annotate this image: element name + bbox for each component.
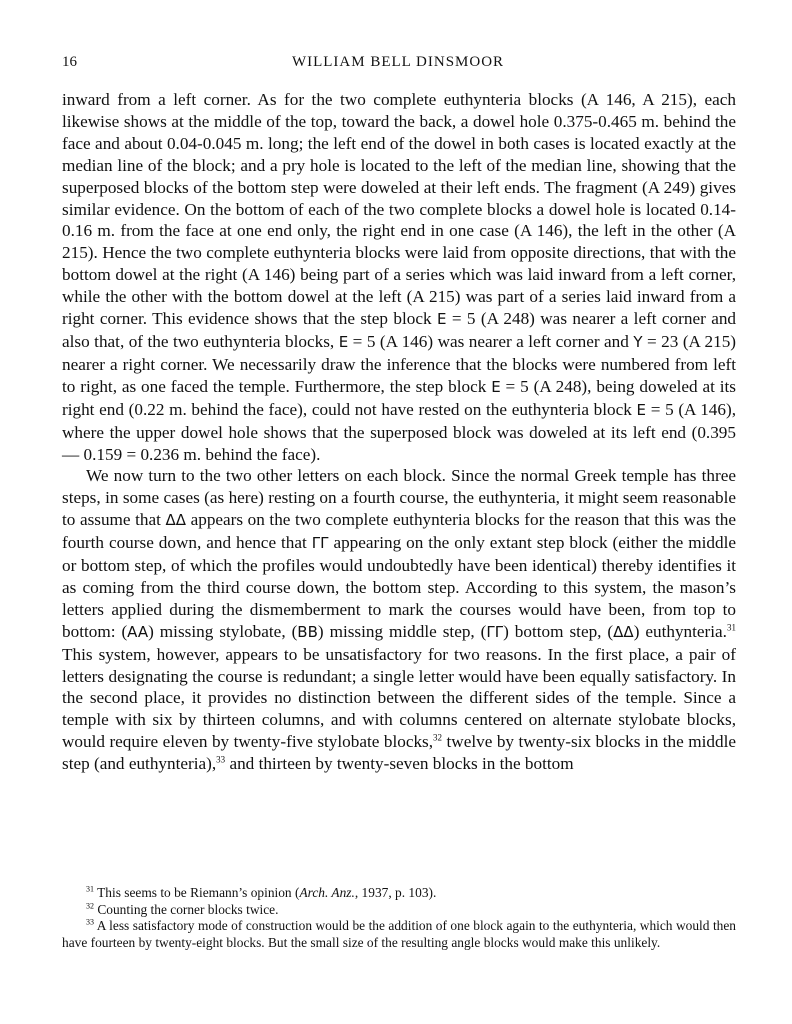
- mason-letter: E: [491, 377, 501, 396]
- mason-letter: E: [338, 332, 349, 351]
- mason-letter: E: [436, 310, 447, 329]
- footnote-number: 32: [86, 901, 94, 911]
- footnotes: [62, 885, 736, 951]
- mason-letter: ΓΓ: [311, 534, 329, 553]
- page-number: 16: [62, 54, 77, 70]
- text-run: inward from a left corner. As for the two complete euthynteria blocks (A 146, A 215), each likewise shows at the middle of the top, toward the back, a dowel hole 0.375-0.465 m. behind the face and about 0.04-0.045 m. long; the left end of the dowel in both cases is located exactly at the median line of the block; and a pry hole is located to the left of the median line, showing that the superposed blocks of the bottom step were doweled at their left ends. The fragment (A 249) gives similar evidence. On the bottom of each of the two complete blocks a dowel hole is located 0.14-0.16 m. from the face at one end only, the right end in one case (A 146), the left in the other (A 215). Hence the two complete euthynteria blocks were laid from opposite directions, that with the bottom dowel at the right (A 146) being part of a series which was laid inward from a left corner, while the other with the bottom dowel at the left (A 215) was part of a series laid inward from a right corner. This evidence shows that the step block: [62, 90, 736, 329]
- text-run: = 23 (A 215) nearer a right corner. We necessarily draw the inference that the blocks were numbered from left to right, as one faced the temple. Furthermore, the step block: [62, 331, 737, 396]
- mason-letter: ΔΔ: [613, 622, 634, 641]
- footnote-ref[interactable]: 33: [216, 754, 226, 765]
- mason-letter: E: [636, 400, 647, 419]
- footnote-ref[interactable]: 32: [433, 732, 443, 743]
- text-run: = 5 (A 248) was nearer a left corner and also that, of the two euthynteria blocks,: [62, 309, 737, 351]
- mason-letter: Y: [633, 332, 643, 351]
- text-run: appearing on the only extant step block (either the middle or bottom step, of which the profiles would undoubtedly have been identical) thereby identifies it as coming from the third course down, the bottom step. According to this system, the mason’s letters applied during the dismemberment to mark the courses would have been, from top to bottom: (: [62, 533, 737, 641]
- text-run: ) euthynteria.: [633, 621, 727, 641]
- text-run: = 5 (A 146) was nearer a left corner and: [348, 331, 634, 351]
- mason-letter: ΓΓ: [486, 622, 504, 641]
- running-head: WILLIAM BELL DINSMOOR: [291, 54, 505, 70]
- text-run: We now turn to the two other letters on each block. Since the normal Greek temple has three steps, in some cases (as here) resting on a fourth course, the euthynteria, it might seem reasonable to assume that: [62, 466, 736, 530]
- text-run: ) missing middle step, (: [317, 621, 487, 641]
- text-run: appears on the two complete euthynteria blocks for the reason that this was the fourth course down, and hence that: [62, 510, 736, 553]
- footnote-number: 31: [86, 884, 94, 894]
- page-header: [62, 54, 734, 74]
- footnote-33: $^{33}$ A less satisfactory mode of construction would be the addition of one block again to the euthynteria, which would then have fourteen by twenty-eight blocks. But the small size of the resulting angle blocks would make this unlikely.: [62, 917, 736, 950]
- footnote-number: 33: [86, 917, 94, 927]
- footnote-31: $^{31}$ This seems to be Riemann’s opinion (Arch. Anz., 1937, p. 103).: [86, 884, 437, 900]
- text-run: twelve by twenty-six blocks in the middle step (and euthynteria),: [62, 732, 736, 774]
- body-text: [62, 89, 736, 775]
- paragraph-1: [62, 89, 736, 465]
- footnote-32: $^{32}$ Counting the corner blocks twice.: [86, 901, 279, 917]
- text-run: = 5 (A 146), where the upper dowel hole shows that the superposed block was doweled at its left end (0.395 — 0.159 = 0.236 m. behind the face).: [62, 399, 736, 464]
- text-run: ) bottom step, (: [503, 621, 614, 641]
- paragraph-2: [62, 465, 736, 775]
- text-run: and thirteen by twenty-seven blocks in the bottom: [225, 754, 574, 774]
- text-run: ) missing stylobate, (: [148, 621, 298, 641]
- text-run: = 5 (A 248), being doweled at its right end (0.22 m. behind the face), could not have rested on the euthynteria block: [62, 376, 736, 419]
- mason-letter: AA: [127, 622, 149, 641]
- mason-letter: BB: [297, 622, 318, 641]
- footnote-ref[interactable]: 31: [726, 622, 736, 633]
- text-run: This system, however, appears to be unsatisfactory for two reasons. In the first place, a pair of letters designating the course is redundant; a single letter would have been equally satisfactory. In the second place, it provides no distinction between the different sides of the temple. Since a temple with six by thirteen columns, and with columns centered on alternate stylobate blocks, would require eleven by twenty-five stylobate blocks,: [62, 644, 736, 752]
- mason-letter: ΔΔ: [165, 511, 187, 530]
